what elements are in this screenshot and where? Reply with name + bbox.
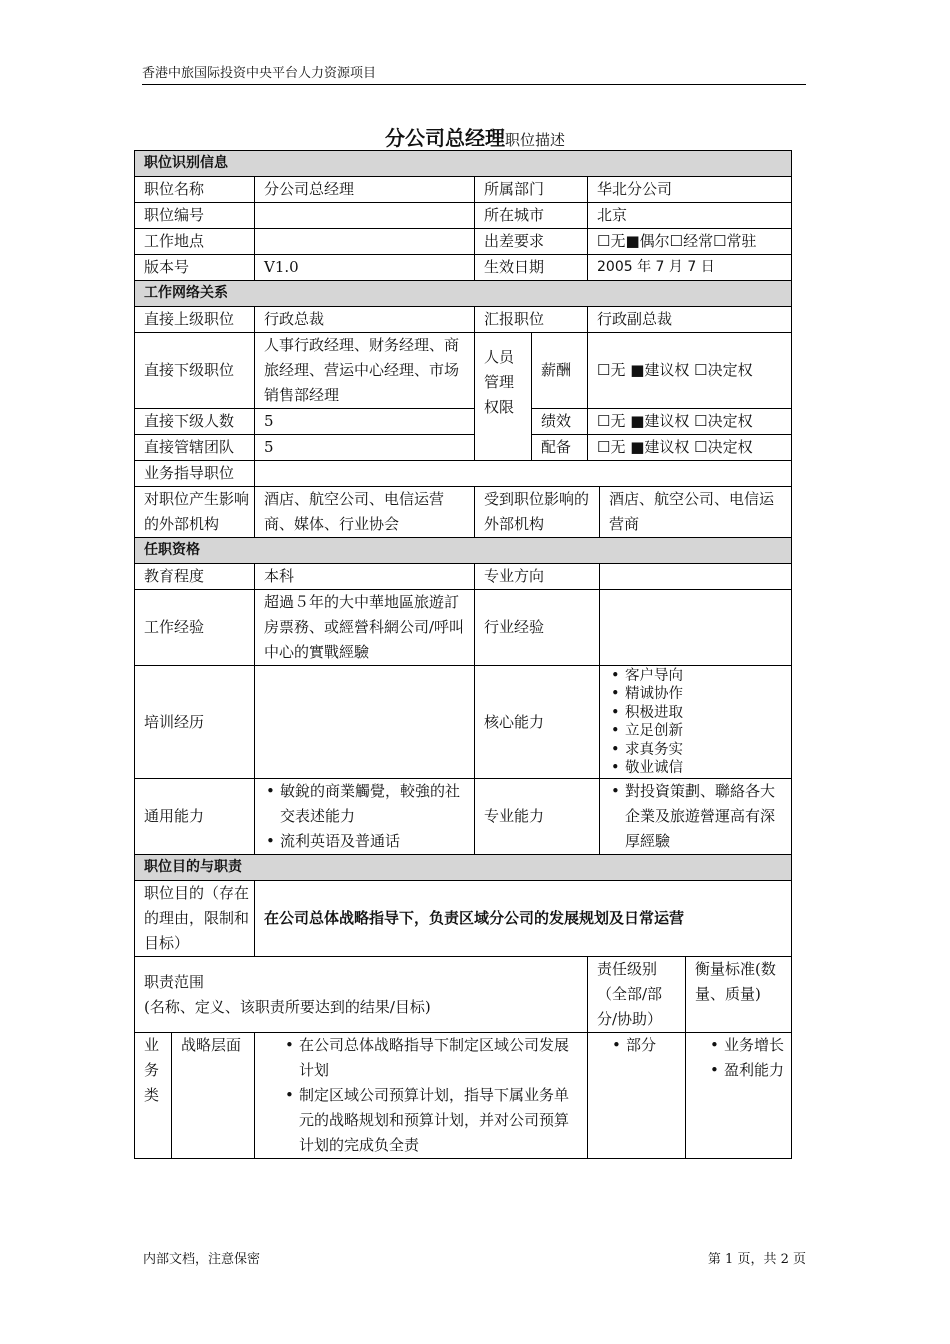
standard-item: • 业务增长 <box>724 1033 787 1058</box>
general-item: • 敏銳的商業觸覺，較強的社交表述能力 <box>280 779 470 829</box>
value-measurement-standard <box>686 1033 792 1159</box>
label-compensation: 薪酬 <box>532 333 588 409</box>
label-industry-experience: 行业经验 <box>475 590 600 666</box>
value-work-experience: 超過５年的大中華地區旅遊訂房票務、或經營科網公司/呼叫中心的實戰經驗 <box>255 590 475 666</box>
label-performance: 绩效 <box>532 409 588 435</box>
value-position-purpose: 在公司总体战略指导下，负责区域分公司的发展规划及日常运营 <box>255 881 792 957</box>
label-travel: 出差要求 <box>475 229 588 255</box>
value-superior: 行政总裁 <box>255 307 475 333</box>
value-education: 本科 <box>255 564 475 590</box>
core-item: • 精诚协作 <box>625 685 787 704</box>
section-identification: 职位识别信息 <box>135 151 792 177</box>
label-version: 版本号 <box>135 255 255 281</box>
value-position-name: 分公司总经理 <box>255 177 475 203</box>
value-performance: ☐无 ■建议权 ☐决定权 <box>588 409 792 435</box>
label-education: 教育程度 <box>135 564 255 590</box>
value-travel: ☐无■偶尔☐经常☐常驻 <box>588 229 792 255</box>
value-version: V1.0 <box>255 255 475 281</box>
duty-item: • 在公司总体战略指导下制定区域公司发展计划 <box>299 1033 583 1083</box>
job-description-table <box>134 150 792 1159</box>
value-industry-experience <box>600 590 792 666</box>
value-subordinates: 人事行政经理、财务经理、商旅经理、营运中心经理、市场销售部经理 <box>255 333 475 409</box>
value-position-code <box>255 203 475 229</box>
core-item: • 客户导向 <box>625 667 787 686</box>
label-business-category: 业务类 <box>135 1033 172 1159</box>
section-purpose-duties: 职位目的与职责 <box>135 855 792 881</box>
label-work-experience: 工作经验 <box>135 590 255 666</box>
duty-item: • 制定区域公司预算计划，指导下属业务单元的战略规划和预算计划，并对公司预算计划的完成负全责 <box>299 1083 583 1158</box>
label-position-code: 职位编号 <box>135 203 255 229</box>
section-network: 工作网络关系 <box>135 281 792 307</box>
title-sub: 职位描述 <box>504 131 565 149</box>
page-header: 香港中旅国际投资中央平台人力资源项目 <box>142 62 806 85</box>
label-duty-scope <box>135 957 588 1033</box>
label-major: 专业方向 <box>475 564 600 590</box>
standard-item: • 盈利能力 <box>724 1058 787 1083</box>
professional-item: • 對投資策劃、聯絡各大企業及旅遊營運高有深厚經驗 <box>625 779 787 854</box>
label-external-influenced: 受到职位影响的外部机构 <box>475 487 600 538</box>
core-item: • 积极进取 <box>625 704 787 723</box>
label-external-influencers: 对职位产生影响的外部机构 <box>135 487 255 538</box>
general-item: • 流利英语及普通话 <box>280 829 470 854</box>
label-position-purpose: 职位目的（存在的理由，限制和目标） <box>135 881 255 957</box>
label-responsibility-level: 责任级别（全部/部分/协助） <box>588 957 686 1033</box>
value-core-competency <box>600 666 792 779</box>
value-external-influencers: 酒店、航空公司、电信运营商、媒体、行业协会 <box>255 487 475 538</box>
section-qualifications: 任职资格 <box>135 538 792 564</box>
value-work-location <box>255 229 475 255</box>
value-training <box>255 666 475 779</box>
label-team: 直接管辖团队 <box>135 435 255 461</box>
document-title <box>0 122 950 151</box>
label-report-to: 汇报职位 <box>475 307 588 333</box>
label-subordinate-count: 直接下级人数 <box>135 409 255 435</box>
value-report-to: 行政副总裁 <box>588 307 792 333</box>
label-staffing: 配备 <box>532 435 588 461</box>
value-compensation: ☐无 ■建议权 ☐决定权 <box>588 333 792 409</box>
label-department: 所属部门 <box>475 177 588 203</box>
label-city: 所在城市 <box>475 203 588 229</box>
label-work-location: 工作地点 <box>135 229 255 255</box>
label-position-name: 职位名称 <box>135 177 255 203</box>
value-general-competency <box>255 779 475 855</box>
label-professional-competency: 专业能力 <box>475 779 600 855</box>
label-subordinates: 直接下级职位 <box>135 333 255 409</box>
label-business-guidance: 业务指导职位 <box>135 461 255 487</box>
title-main: 分公司总经理 <box>384 126 505 150</box>
core-item: • 立足创新 <box>625 722 787 741</box>
duty-scope-desc: (名称、定义、该职责所要达到的结果/目标) <box>144 997 431 1016</box>
label-effective-date: 生效日期 <box>475 255 588 281</box>
label-people-management: 人员管理权限 <box>475 333 532 461</box>
core-item: • 求真务实 <box>625 741 787 760</box>
footer-confidential: 内部文档，注意保密 <box>143 1252 261 1267</box>
value-professional-competency <box>600 779 792 855</box>
value-subordinate-count: 5 <box>255 409 475 435</box>
label-strategic-level: 战略层面 <box>172 1033 255 1159</box>
label-core-competency: 核心能力 <box>475 666 600 779</box>
value-major <box>600 564 792 590</box>
duty-scope-title: 职责范围 <box>144 972 205 991</box>
value-duties <box>255 1033 588 1159</box>
value-department: 华北分公司 <box>588 177 792 203</box>
level-item: • 部分 <box>626 1033 681 1058</box>
value-team: 5 <box>255 435 475 461</box>
core-item: • 敬业诚信 <box>625 759 787 778</box>
value-responsibility-level <box>588 1033 686 1159</box>
label-superior: 直接上级职位 <box>135 307 255 333</box>
value-external-influenced: 酒店、航空公司、电信运营商 <box>600 487 792 538</box>
label-training: 培训经历 <box>135 666 255 779</box>
value-staffing: ☐无 ■建议权 ☐决定权 <box>588 435 792 461</box>
label-general-competency: 通用能力 <box>135 779 255 855</box>
value-business-guidance <box>255 461 792 487</box>
label-measurement-standard: 衡量标准(数量、质量) <box>686 957 792 1033</box>
value-city: 北京 <box>588 203 792 229</box>
value-effective-date: 2005 年 7 月 7 日 <box>588 255 792 281</box>
footer-page-number: 第 1 页，共 2 页 <box>707 1252 806 1267</box>
